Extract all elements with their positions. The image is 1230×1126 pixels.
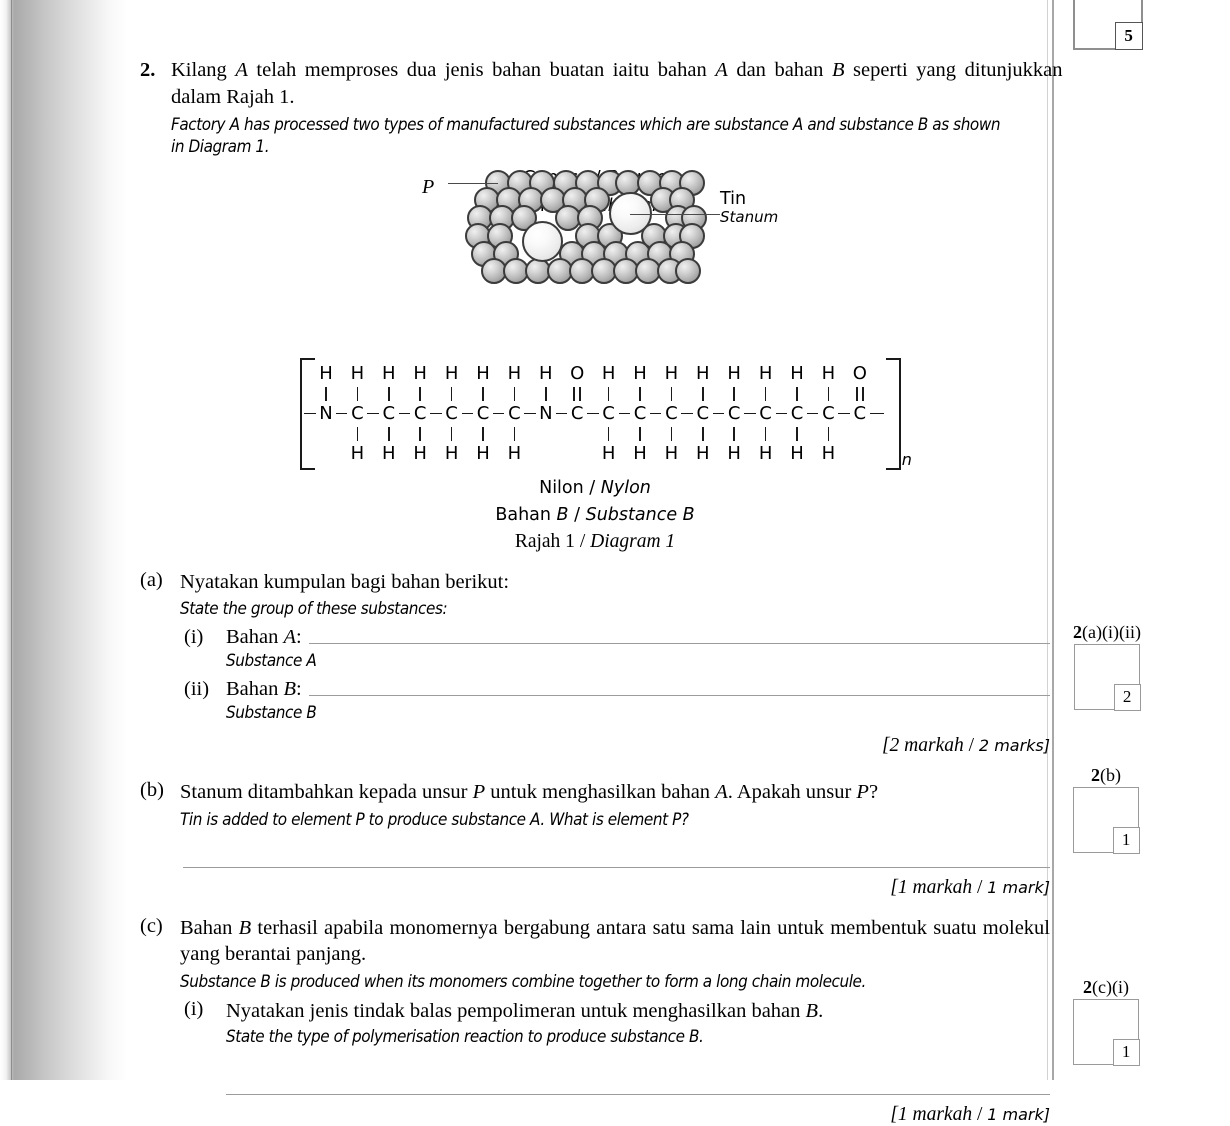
hydrogen-atom-bottom-1: H bbox=[350, 442, 365, 464]
hydrogen-atom-top-14: H bbox=[758, 362, 773, 384]
part-a-marks: [2 markah / 2 marks] bbox=[881, 735, 1050, 757]
hydrogen-atom-bottom-10: H bbox=[633, 442, 647, 464]
bond-top-14 bbox=[765, 387, 767, 401]
bond-bottom-4 bbox=[451, 427, 453, 441]
part-c-item-i bbox=[180, 998, 1050, 1094]
bond-bottom-5 bbox=[482, 427, 484, 441]
mark-box-c-label: 2(c)(i) bbox=[1083, 977, 1129, 997]
question-number: 2. bbox=[140, 59, 156, 81]
bond-top-11 bbox=[671, 387, 673, 401]
bond-backbone-10 bbox=[619, 413, 630, 415]
oxygen-atom-top-8: O bbox=[570, 362, 585, 384]
bond-bottom-13 bbox=[733, 427, 735, 441]
label-element-p: P bbox=[422, 175, 435, 198]
double-bond-a-17 bbox=[856, 387, 858, 401]
backbone-atom-c-9: C bbox=[602, 402, 615, 424]
bond-top-2 bbox=[388, 387, 390, 401]
diagram-substance-a bbox=[140, 168, 1050, 346]
answer-line-a-i[interactable] bbox=[309, 643, 1050, 644]
bond-top-13 bbox=[733, 387, 735, 401]
backbone-atom-c-4: C bbox=[445, 402, 458, 424]
label-tin bbox=[720, 190, 778, 226]
part-a-label: (a) bbox=[140, 568, 163, 591]
bond-backbone-14 bbox=[744, 413, 755, 415]
nylon-structure bbox=[300, 358, 912, 470]
bond-backbone-11 bbox=[650, 413, 661, 415]
oxygen-atom-top-17: O bbox=[852, 362, 867, 384]
item-i-english: Substance A bbox=[226, 650, 317, 670]
caption-figure: Rajah 1 / Diagram 1 bbox=[514, 530, 676, 552]
part-a-malay: Nyatakan kumpulan bagi bahan berikut: bbox=[180, 570, 510, 593]
bond-backbone-4 bbox=[430, 413, 441, 415]
page-spine-shadow bbox=[0, 0, 128, 1080]
question-content bbox=[140, 0, 1063, 1125]
hydrogen-atom-top-15: H bbox=[790, 362, 804, 384]
bond-bottom-3 bbox=[419, 427, 421, 441]
part-a-item-ii bbox=[180, 678, 1050, 724]
hydrogen-atom-top-1: H bbox=[350, 362, 365, 384]
hydrogen-atom-bottom-15: H bbox=[790, 442, 804, 464]
bond-bottom-14 bbox=[765, 427, 767, 441]
part-c-item-i-english: State the type of polymerisation reaction to produce substance B. bbox=[226, 1027, 704, 1047]
mark-box[interactable] bbox=[1073, 0, 1143, 50]
bond-bottom-15 bbox=[796, 427, 798, 441]
bond-top-9 bbox=[608, 387, 610, 401]
bond-backbone-2 bbox=[367, 413, 378, 415]
backbone-atom-c-10: C bbox=[633, 402, 647, 424]
backbone-atom-c-15: C bbox=[790, 402, 804, 424]
stem-english-line2: in Diagram 1. bbox=[171, 136, 270, 156]
leader-line-tin bbox=[630, 214, 720, 216]
part-b bbox=[140, 779, 1050, 898]
hydrogen-atom-bottom-4: H bbox=[444, 442, 459, 464]
bond-bottom-6 bbox=[514, 427, 516, 441]
hydrogen-atom-bottom-9: H bbox=[601, 442, 616, 464]
bond-backbone-13 bbox=[713, 413, 724, 415]
hydrogen-atom-top-16: H bbox=[821, 362, 836, 384]
answer-line-a-ii[interactable] bbox=[309, 695, 1050, 696]
backbone-atom-c-14: C bbox=[759, 402, 772, 424]
part-a bbox=[140, 569, 1050, 758]
mark-box-b-label: 2(b) bbox=[1091, 765, 1121, 785]
mark-box-b-score: 1 bbox=[1113, 827, 1140, 854]
double-bond-b-17 bbox=[862, 387, 864, 401]
backbone-atom-c-5: C bbox=[476, 402, 490, 424]
bond-bottom-12 bbox=[702, 427, 704, 441]
hydrogen-atom-top-2: H bbox=[382, 362, 396, 384]
bond-top-0 bbox=[325, 387, 327, 401]
caption-substance-b: Bahan B / Substance B bbox=[495, 504, 695, 525]
hydrogen-atom-top-6: H bbox=[507, 362, 522, 384]
bond-backbone-1 bbox=[336, 413, 347, 415]
hydrogen-atom-top-9: H bbox=[601, 362, 616, 384]
hydrogen-atom-bottom-11: H bbox=[664, 442, 679, 464]
hydrogen-atom-top-0: H bbox=[319, 362, 333, 384]
bond-backbone-7 bbox=[524, 413, 535, 415]
label-tin-english: Stanum bbox=[720, 208, 779, 227]
part-c-english: Substance B is produced when its monomers combine together to form a long chain molecule. bbox=[180, 971, 866, 991]
bond-backbone-5 bbox=[462, 413, 473, 415]
double-bond-b-8 bbox=[579, 387, 581, 401]
hydrogen-atom-top-10: H bbox=[633, 362, 647, 384]
tin-atom-sphere bbox=[522, 221, 563, 262]
backbone-atom-c-6: C bbox=[508, 402, 521, 424]
bracket-left bbox=[300, 358, 315, 470]
answer-row-a-i bbox=[226, 626, 1050, 649]
item-i-prompt: Bahan A: bbox=[226, 625, 302, 648]
hydrogen-atom-bottom-3: H bbox=[413, 442, 427, 464]
backbone-atom-c-3: C bbox=[413, 402, 427, 424]
bond-bottom-9 bbox=[608, 427, 610, 441]
mark-box-a bbox=[1073, 622, 1141, 710]
part-c-marks: [1 markah / 1 mark] bbox=[890, 1103, 1050, 1125]
hydrogen-atom-top-13: H bbox=[727, 362, 741, 384]
bond-top-4 bbox=[451, 387, 453, 401]
page-spine-line bbox=[11, 0, 12, 1080]
mark-box-c bbox=[1073, 977, 1139, 1065]
hydrogen-atom-bottom-14: H bbox=[758, 442, 773, 464]
mark-box-a-label: 2(a)(i)(ii) bbox=[1073, 622, 1141, 642]
bond-top-3 bbox=[419, 387, 421, 401]
bond-open-right bbox=[870, 413, 884, 415]
leader-line-p bbox=[448, 183, 498, 185]
backbone-atom-c-13: C bbox=[727, 402, 741, 424]
bond-bottom-1 bbox=[357, 427, 359, 441]
part-b-marks: [1 markah / 1 mark] bbox=[890, 876, 1050, 898]
stem-malay: Kilang A telah memproses dua jenis bahan buatan iaitu bahan A dan bahan B seperti yang ditunjukkan dalam Rajah 1. bbox=[171, 59, 1063, 108]
hydrogen-atom-top-5: H bbox=[476, 362, 490, 384]
bond-top-1 bbox=[357, 387, 359, 401]
part-b-label: (b) bbox=[140, 779, 164, 802]
backbone-atom-c-17: C bbox=[853, 402, 867, 424]
bond-backbone-6 bbox=[493, 413, 504, 415]
bond-backbone-8 bbox=[556, 413, 567, 415]
hydrogen-atom-top-12: H bbox=[696, 362, 710, 384]
backbone-atom-n-0: N bbox=[319, 402, 333, 424]
backbone-atom-c-12: C bbox=[696, 402, 710, 424]
hydrogen-atom-bottom-12: H bbox=[696, 442, 710, 464]
label-tin-malay: Tin bbox=[720, 188, 747, 209]
bronze-lattice bbox=[422, 170, 779, 286]
backbone-atom-c-1: C bbox=[351, 402, 364, 424]
hydrogen-atom-top-7: H bbox=[539, 362, 553, 384]
bond-backbone-15 bbox=[776, 413, 787, 415]
hydrogen-atom-top-3: H bbox=[413, 362, 427, 384]
part-c-malay: Bahan B terhasil apabila monomernya bergabung antara satu sama lain untuk membentuk suatu molekul yang berantai panjang. bbox=[180, 916, 1050, 966]
bond-backbone-17 bbox=[838, 413, 849, 415]
bond-backbone-9 bbox=[587, 413, 598, 415]
bond-top-6 bbox=[514, 387, 516, 401]
part-c bbox=[140, 915, 1050, 1126]
backbone-atom-n-7: N bbox=[539, 402, 553, 424]
backbone-atom-c-11: C bbox=[665, 402, 678, 424]
hydrogen-atom-top-11: H bbox=[664, 362, 679, 384]
diagram-substance-b bbox=[140, 358, 1050, 476]
mark-box-previous-question bbox=[1073, 0, 1143, 50]
bond-top-12 bbox=[702, 387, 704, 401]
part-c-label: (c) bbox=[140, 914, 163, 937]
question-stem bbox=[140, 57, 1063, 158]
item-ii-english: Substance B bbox=[226, 702, 317, 722]
mark-box[interactable] bbox=[1073, 999, 1139, 1065]
stem-english-line1: Factory A has processed two types of manufactured substances which are substance A and substance B as shown bbox=[171, 115, 1001, 135]
bond-top-7 bbox=[545, 387, 547, 401]
part-b-english: Tin is added to element P to produce substance A. What is element P? bbox=[180, 809, 689, 829]
mark-box-a-score: 2 bbox=[1114, 684, 1141, 711]
hydrogen-atom-bottom-6: H bbox=[507, 442, 522, 464]
answer-row-a-ii bbox=[226, 678, 1050, 701]
backbone-atom-c-2: C bbox=[382, 402, 396, 424]
item-ii-label: (ii) bbox=[184, 677, 210, 700]
item-ii-prompt: Bahan B: bbox=[226, 677, 302, 700]
caption-nylon: Nilon / Nylon bbox=[539, 477, 651, 498]
bond-backbone-16 bbox=[807, 413, 818, 415]
hydrogen-atom-bottom-2: H bbox=[382, 442, 396, 464]
item-i-label: (i) bbox=[184, 625, 204, 648]
bond-top-5 bbox=[482, 387, 484, 401]
part-b-malay: Stanum ditambahkan kepada unsur P untuk menghasilkan bahan A. Apakah unsur P? bbox=[180, 781, 879, 804]
part-c-item-i-malay: Nyatakan jenis tindak balas pempolimeran untuk menghasilkan bahan B. bbox=[226, 1000, 824, 1023]
part-a-english: State the group of these substances: bbox=[180, 599, 448, 619]
bond-top-15 bbox=[796, 387, 798, 401]
part-a-item-i bbox=[180, 626, 1050, 672]
polymer-subscript-n: n bbox=[901, 449, 912, 469]
bond-bottom-2 bbox=[388, 427, 390, 441]
bond-backbone-3 bbox=[399, 413, 410, 415]
mark-box-c-score: 1 bbox=[1113, 1039, 1140, 1066]
bond-bottom-11 bbox=[671, 427, 673, 441]
margin-divider bbox=[1052, 0, 1054, 1080]
bond-backbone-12 bbox=[681, 413, 692, 415]
bond-bottom-10 bbox=[639, 427, 641, 441]
bracket-right bbox=[886, 358, 901, 470]
hydrogen-atom-bottom-13: H bbox=[727, 442, 741, 464]
answer-line-b[interactable] bbox=[183, 867, 1050, 868]
mark-box-score: 5 bbox=[1115, 22, 1143, 50]
mark-box-b bbox=[1073, 765, 1139, 853]
mark-box[interactable] bbox=[1073, 787, 1139, 853]
hydrogen-atom-bottom-16: H bbox=[821, 442, 836, 464]
bond-top-16 bbox=[828, 387, 830, 401]
hydrogen-atom-bottom-5: H bbox=[476, 442, 490, 464]
bond-top-10 bbox=[639, 387, 641, 401]
backbone-atom-c-8: C bbox=[570, 402, 584, 424]
hydrogen-atom-top-4: H bbox=[444, 362, 459, 384]
bond-bottom-16 bbox=[828, 427, 830, 441]
answer-line-c-i[interactable] bbox=[226, 1094, 1050, 1095]
backbone-atom-c-16: C bbox=[822, 402, 835, 424]
part-c-item-i-label: (i) bbox=[184, 998, 204, 1021]
double-bond-a-8 bbox=[573, 387, 575, 401]
copper-atom-sphere bbox=[675, 258, 701, 284]
mark-box[interactable] bbox=[1074, 644, 1140, 710]
